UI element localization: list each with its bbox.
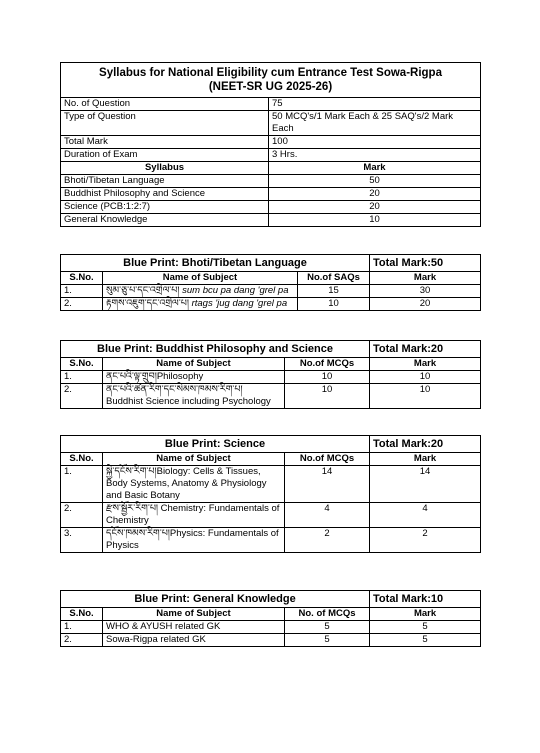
row-count: 10: [298, 298, 370, 311]
column-header: Mark: [370, 272, 481, 285]
row-subject: [103, 285, 298, 298]
column-header: Mark: [370, 453, 481, 466]
row-mark: 5: [370, 634, 481, 647]
subject-name: Sowa-Rigpa related GK: [103, 634, 285, 647]
info-label: Type of Question: [61, 111, 269, 136]
row-mark: 5: [370, 621, 481, 634]
info-value: 3 Hrs.: [269, 149, 481, 162]
syllabus-title-line1: Syllabus for National Eligibility cum Entrance Test Sowa-Rigpa: [99, 67, 442, 79]
row-count: 5: [285, 621, 370, 634]
row-sno: 3.: [61, 528, 103, 553]
subject-row: [61, 201, 481, 214]
row-sno: 2.: [61, 634, 103, 647]
subject-name: General Knowledge: [61, 214, 269, 227]
tibetan-text: ནང་པའི་ལྟ་གྲུབ།: [106, 371, 157, 382]
row-count: 14: [285, 466, 370, 503]
subject-name: Philosophy: [156, 371, 204, 382]
row-mark: 14: [370, 466, 481, 503]
blueprint-tibetan-table: [60, 254, 481, 311]
info-label: Duration of Exam: [61, 149, 269, 162]
column-header: S.No.: [61, 358, 103, 371]
row-subject: [103, 298, 298, 311]
row-mark: 30: [370, 285, 481, 298]
blueprint-science-table: [60, 435, 481, 553]
subject-name: Physics: Fundamentals of Physics: [106, 528, 279, 551]
row-subject: [103, 528, 285, 553]
table-row: [61, 285, 481, 298]
column-header: Syllabus: [61, 162, 269, 175]
info-row: [61, 98, 481, 111]
row-sno: 1.: [61, 466, 103, 503]
subject-mark: 20: [269, 188, 481, 201]
row-sno: 1.: [61, 371, 103, 384]
blueprint-header-row: [61, 453, 481, 466]
subject-name: Chemistry: Fundamentals of Chemistry: [106, 503, 280, 526]
subject-name: Science (PCB:1:2:7): [61, 201, 269, 214]
column-header: No.of SAQs: [298, 272, 370, 285]
column-header: Name of Subject: [103, 608, 285, 621]
column-header: Mark: [269, 162, 481, 175]
blueprint-total: Total Mark:50: [370, 255, 481, 272]
row-mark: 2: [370, 528, 481, 553]
row-mark: 10: [370, 384, 481, 409]
subject-name: Bhoti/Tibetan Language: [61, 175, 269, 188]
info-label: No. of Question: [61, 98, 269, 111]
subject-row: [61, 188, 481, 201]
blueprint-header-row: [61, 358, 481, 371]
table-row: [61, 384, 481, 409]
column-header: S.No.: [61, 453, 103, 466]
blueprint-title-row: [61, 255, 481, 272]
info-value: 75: [269, 98, 481, 111]
blueprint-total: Total Mark:10: [370, 591, 481, 608]
column-header: No.of MCQs: [285, 453, 370, 466]
row-subject: [103, 503, 285, 528]
column-header: S.No.: [61, 272, 103, 285]
row-subject: [103, 384, 285, 409]
column-header: No.of MCQs: [285, 358, 370, 371]
blueprint-title-row: [61, 341, 481, 358]
column-header: No. of MCQs: [285, 608, 370, 621]
row-sno: 2.: [61, 384, 103, 409]
table-row: [61, 621, 481, 634]
column-header: Name of Subject: [103, 272, 298, 285]
row-sno: 1.: [61, 621, 103, 634]
row-sno: 1.: [61, 285, 103, 298]
tibetan-text: སུམ་ཅུ་པ་དང་འགྲེལ་པ།: [106, 285, 180, 296]
tibetan-text: རྟགས་འཇུག་དང་འགྲེལ་པ།: [106, 298, 189, 309]
row-count: 5: [285, 634, 370, 647]
syllabus-title-line2: (NEET-SR UG 2025-26): [208, 81, 333, 93]
table-row: [61, 466, 481, 503]
row-sno: 2.: [61, 298, 103, 311]
info-value: 50 MCQ's/1 Mark Each & 25 SAQ's/2 Mark Each: [269, 111, 481, 136]
syllabus-table: [60, 62, 481, 227]
table-row: [61, 503, 481, 528]
blueprint-title: Blue Print: Bhoti/Tibetan Language: [61, 255, 370, 272]
tibetan-text: ནང་པའི་ཚན་རིག་དང་སེམས་ཁམས་རིག་པ།: [106, 384, 243, 395]
blueprint-title-row: [61, 591, 481, 608]
subject-name: Biology: Cells & Tissues, Body Systems, Anatomy & Physiology and Basic Botany: [106, 466, 267, 501]
info-row: [61, 149, 481, 162]
info-row: [61, 111, 481, 136]
subject-name: sum bcu pa dang 'grel pa: [182, 285, 289, 296]
subject-name: WHO & AYUSH related GK: [103, 621, 285, 634]
blueprint-total: Total Mark:20: [370, 341, 481, 358]
row-count: 15: [298, 285, 370, 298]
blueprint-title: Blue Print: General Knowledge: [61, 591, 370, 608]
subject-mark: 20: [269, 201, 481, 214]
row-mark: 10: [370, 371, 481, 384]
row-mark: 4: [370, 503, 481, 528]
subject-mark: 10: [269, 214, 481, 227]
row-count: 2: [285, 528, 370, 553]
subject-row: [61, 175, 481, 188]
subject-name: Buddhist Science including Psychology: [106, 396, 271, 407]
table-row: [61, 634, 481, 647]
blueprint-header-row: [61, 608, 481, 621]
subject-row: [61, 214, 481, 227]
table-row: [61, 528, 481, 553]
row-subject: [103, 466, 285, 503]
subject-mark: 50: [269, 175, 481, 188]
blueprint-total: Total Mark:20: [370, 436, 481, 453]
info-label: Total Mark: [61, 136, 269, 149]
syllabus-title: [61, 63, 481, 98]
info-row: [61, 136, 481, 149]
subject-name: Buddhist Philosophy and Science: [61, 188, 269, 201]
row-count: 4: [285, 503, 370, 528]
tibetan-text: དངོས་ཁམས་རིག་པ།: [106, 528, 170, 539]
blueprint-title-row: [61, 436, 481, 453]
blueprint-title: Blue Print: Buddhist Philosophy and Science: [61, 341, 370, 358]
syllabus-header-row: [61, 162, 481, 175]
table-row: [61, 298, 481, 311]
row-count: 10: [285, 371, 370, 384]
column-header: Name of Subject: [103, 453, 285, 466]
row-subject: [103, 371, 285, 384]
blueprint-gk-table: [60, 590, 481, 647]
column-header: Name of Subject: [103, 358, 285, 371]
info-value: 100: [269, 136, 481, 149]
row-count: 10: [285, 384, 370, 409]
subject-name: rtags 'jug dang 'grel pa: [191, 298, 288, 309]
blueprint-title: Blue Print: Science: [61, 436, 370, 453]
column-header: S.No.: [61, 608, 103, 621]
column-header: Mark: [370, 608, 481, 621]
blueprint-header-row: [61, 272, 481, 285]
tibetan-text: རྫས་སྦྱོར་རིག་པ།: [106, 503, 159, 514]
column-header: Mark: [370, 358, 481, 371]
table-row: [61, 371, 481, 384]
blueprint-buddhist-table: [60, 340, 481, 409]
row-mark: 20: [370, 298, 481, 311]
row-sno: 2.: [61, 503, 103, 528]
tibetan-text: སྐྱེ་དངོས་རིག་པ།: [106, 466, 157, 477]
